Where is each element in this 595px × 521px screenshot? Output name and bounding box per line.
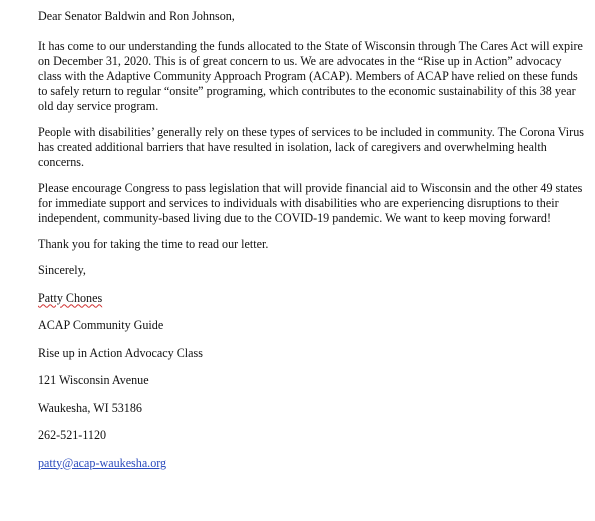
signature-name: Patty Chones xyxy=(38,290,103,305)
letter-body xyxy=(38,9,586,471)
closing: Sincerely, xyxy=(38,263,86,277)
signature-city: Waukesha, WI 53186 xyxy=(38,400,142,415)
signature-name-line xyxy=(38,291,586,306)
paragraph-thank-you: Thank you for taking the time to read our letter. xyxy=(38,237,269,251)
paragraph-disability-services: People with disabilities’ generally rely on these types of services to be included in community. The Corona Virus has created additional barriers that have resulted in isolation, lack of caregivers and overwhelming health concerns. xyxy=(38,125,584,169)
salutation: Dear Senator Baldwin and Ron Johnson, xyxy=(38,9,235,23)
paragraph-request-legislation: Please encourage Congress to pass legislation that will provide financial aid to Wisconsin and the other 49 states for immediate support and services to individuals with disabilities who are experiencing disruptions to their independent, community-based living due to the COVID-19 pandemic. We want to keep moving forward! xyxy=(38,181,583,225)
signature-organization: Rise up in Action Advocacy Class xyxy=(38,345,203,360)
signature-title: ACAP Community Guide xyxy=(38,318,164,332)
email-link[interactable]: patty@acap-waukesha.org xyxy=(38,455,167,470)
signature-phone: 262-521-1120 xyxy=(38,428,107,442)
signature-email-line xyxy=(38,456,586,471)
signature-street: 121 Wisconsin Avenue xyxy=(38,373,149,387)
paragraph-cares-act: It has come to our understanding the funds allocated to the State of Wisconsin through The Cares Act will expire on December 31, 2020. This is of great concern to us. We are advocates in the “Rise up in Action” advocacy class with the Adaptive Community Approach Program (ACAP). Members of ACAP have relied on these funds to safely return to regular “onsite” programing, which contributes to the economic sustainability of this 38 year old day service program. xyxy=(38,39,583,113)
